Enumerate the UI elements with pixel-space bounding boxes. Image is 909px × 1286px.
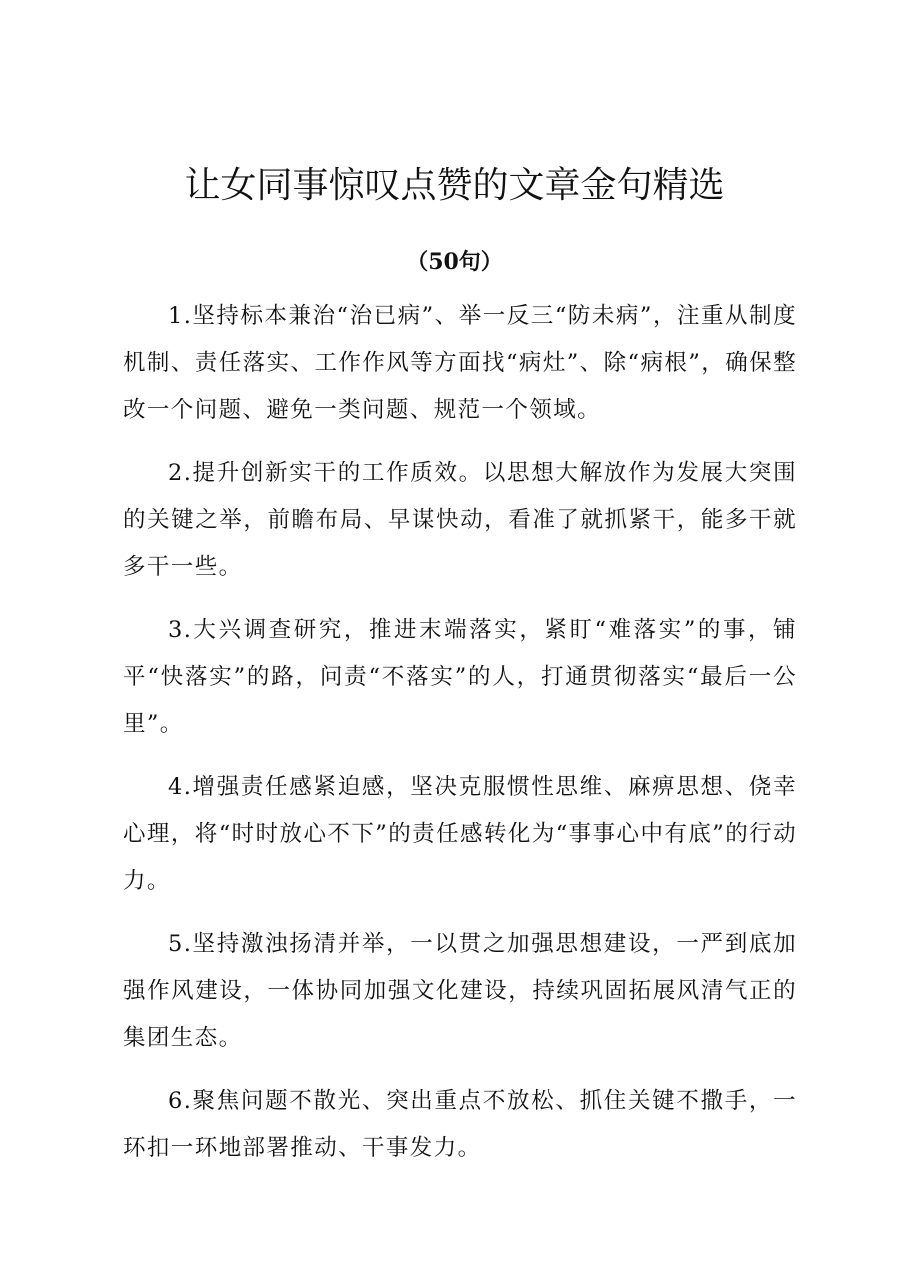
- paragraph-1: 1.坚持标本兼治“治已病”、举一反三“防未病”，注重从制度机制、责任落实、工作作风等方面找“病灶”、除“病根”，确保整改一个问题、避免一类问题、规范一个领域。: [123, 303, 797, 423]
- paragraph-4: 4.增强责任感紧迫感，坚决克服惯性思维、麻痹思想、侥幸心理，将“时时放心不下”的责任感转化为“事事心中有底”的行动力。: [123, 774, 797, 894]
- document-subtitle: （50句）: [406, 249, 503, 275]
- document-body: [123, 293, 797, 1188]
- paragraph-5: 5.坚持激浊扬清并举，一以贯之加强思想建设，一严到底加强作风建设，一体协同加强文化建设，持续巩固拓展风清气正的集团生态。: [123, 931, 797, 1051]
- paragraph-3: 3.大兴调查研究，推进末端落实，紧盯“难落实”的事，铺平“快落实”的路，问责“不落实”的人，打通贯彻落实“最后一公里”。: [123, 617, 797, 737]
- paragraph-6: 6.聚焦问题不散光、突出重点不放松、抓住关键不撒手，一环扣一环地部署推动、干事发力。: [123, 1088, 797, 1161]
- paragraph-2: 2.提升创新实干的工作质效。以思想大解放作为发展大突围的关键之举，前瞻布局、早谋快动，看准了就抓紧干，能多干就多干一些。: [123, 460, 797, 580]
- document-title: 让女同事惊叹点赞的文章金句精选: [184, 165, 725, 206]
